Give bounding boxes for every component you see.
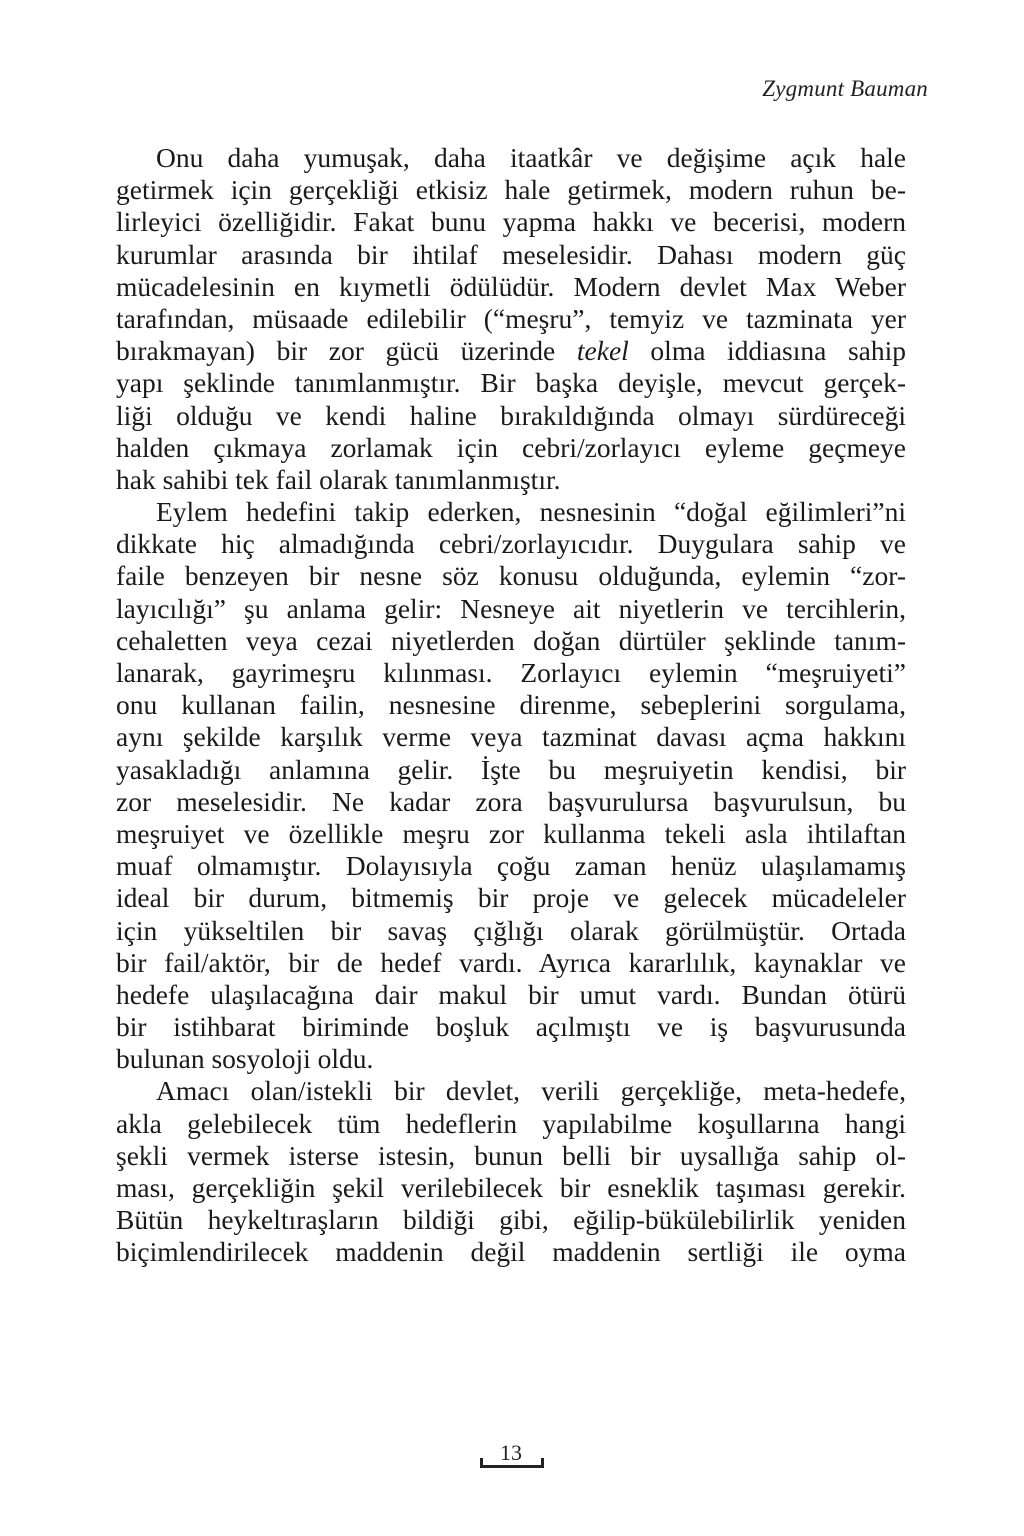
text-line: Onu daha yumuşak, daha itaatkâr ve değişime açık hale (156, 142, 906, 173)
text-line: Eylem hedefini takip ederken, nesnesinin “doğal eğilimleri”ni (156, 496, 906, 528)
text-line: faile benzeyen bir nesne söz konusu olduğunda, eylemin “zor- (116, 560, 906, 592)
text-line: yapı şeklinde tanımlanmıştır. Bir başka deyişle, mevcut gerçek- (116, 367, 906, 399)
body-text (116, 142, 906, 1269)
text-line: tarafından, müsaade edilebilir (“meşru”, temyiz ve tazminata yer (116, 302, 906, 334)
text-line: için yükseltilen bir savaş çığlığı olarak görülmüştür. Ortada (116, 914, 906, 946)
text-line: kurumlar arasında bir ihtilaf meselesidir. Dahası modern güç (116, 238, 906, 270)
text-line: biçimlendirilecek maddenin değil maddenin sertliği ile oyma (116, 1236, 906, 1268)
text-line: halden çıkmaya zorlamak için cebri/zorlayıcı eyleme geçmeye (116, 431, 906, 463)
text-line: yasakladığı anlamına gelir. İşte bu meşruiyetin kendisi, bir (116, 753, 906, 785)
text-segment: bırakmayan) bir zor gücü üzerinde (116, 335, 577, 367)
text-line: akla gelebilecek tüm hedeflerin yapılabilme koşullarına hangi (116, 1107, 906, 1139)
text-line: meşruiyet ve özellikle meşru zor kullanma tekeli asla ihtilaftan (116, 817, 906, 849)
text-line: lirleyici özelliğidir. Fakat bunu yapma hakkı ve becerisi, modern (116, 206, 906, 238)
running-head-author: Zygmunt Bauman (762, 76, 928, 101)
text-line: aynı şekilde karşılık verme veya tazminat davası açma hakkını (116, 721, 906, 753)
text-line: onu kullanan failin, nesnesine direnme, sebeplerini sorgulama, (116, 689, 906, 721)
page-number-bracket (480, 1465, 544, 1468)
text-line: hedefe ulaşılacağına dair makul bir umut vardı. Bundan ötürü (116, 978, 906, 1010)
text-line: zor meselesidir. Ne kadar zora başvurulursa başvurulsun, bu (116, 785, 906, 817)
text-line: bulunan sosyoloji oldu. (116, 1043, 374, 1075)
italic-term: tekel (576, 335, 629, 367)
text-line: mücadelesinin en kıymetli ödülüdür. Modern devlet Max Weber (116, 270, 906, 302)
text-line: bir istihbarat biriminde boşluk açılmıştı ve iş başvurusunda (116, 1011, 906, 1043)
text-line: liği olduğu ve kendi haline bırakıldığında olmayı sürdüreceği (116, 399, 906, 431)
text-line: ideal bir durum, bitmemiş bir proje ve gelecek mücadeleler (116, 882, 906, 914)
text-line: cehaletten veya cezai niyetlerden doğan dürtüler şeklinde tanım- (116, 624, 906, 656)
text-line: şekli vermek isterse istesin, bunun belli bir uysallığa sahip ol- (116, 1139, 906, 1171)
text-segment: olma iddiasına sahip (628, 335, 906, 367)
text-line: muaf olmamıştır. Dolayısıyla çoğu zaman henüz ulaşılamamış (116, 850, 906, 882)
text-line: bir fail/aktör, bir de hedef vardı. Ayrıca kararlılık, kaynaklar ve (116, 946, 906, 978)
text-line (116, 335, 906, 367)
page-number: 13 (500, 1440, 522, 1465)
text-line: dikkate hiç almadığında cebri/zorlayıcıdır. Duygulara sahip ve (116, 528, 906, 560)
text-line: getirmek için gerçekliği etkisiz hale getirmek, modern ruhun be- (116, 174, 906, 206)
text-line: Bütün heykeltıraşların bildiği gibi, eğilip-bükülebilirlik yeniden (116, 1204, 906, 1236)
text-line: layıcılığı” şu anlama gelir: Nesneye ait niyetlerin ve tercihlerin, (116, 592, 906, 624)
text-line: Amacı olan/istekli bir devlet, verili gerçekliğe, meta-hedefe, (156, 1075, 906, 1107)
text-line: lanarak, gayrimeşru kılınması. Zorlayıcı eylemin “meşruiyeti” (116, 657, 906, 688)
text-line: ması, gerçekliğin şekil verilebilecek bir esneklik taşıması gerekir. (116, 1172, 906, 1203)
text-line: hak sahibi tek fail olarak tanımlanmıştır. (116, 463, 561, 495)
